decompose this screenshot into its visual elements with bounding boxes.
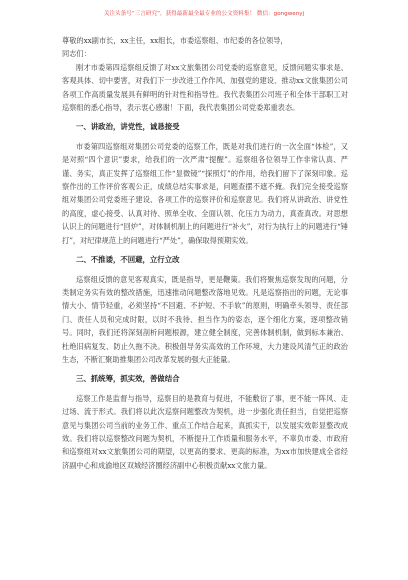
section-3-heading: 三、抓统筹，抓实效，善做结合 [76,374,180,384]
section-2-body: 巡察组反馈的意见客观真实，既是指导，更是鞭策。我们将聚焦巡察发现的问题，分类制定务实有效的整改措施，迅速推动问题整改落地见效。凡是巡察指出的问题，无论事情大小、情节轻重，必须坚持“不回避、不护短、不手软”的原则，明确牵头领导、责任部门、责任人员和完成时限，以时不我待、担当作为的姿态，逐个细化方案，逐项整改销号。同时，我们还将深刻剖析问题根源，建立健全制度，完善体制机制，做到标本兼治、杜绝旧病复发、防止久拖不决。积极倡导务实高效的工作环境，大力建设风清气正的政治生态，不断汇聚助推集团公司改革发展的强大正能量。 [62,274,348,364]
greeting-line-1: 尊敬的xx副市长，xx主任，xx组长，市委巡察组、市纪委的各位领导， [62,36,288,45]
section-2-heading: 二、不推诿，不回避，立行立改 [76,255,180,265]
document-body [62,34,348,472]
section-3-body: 巡察工作是监督与指导，巡察目的是教育与促进，不能敷衍了事，更不能一阵风、走过场、流于形式。我们将以此次巡察问题整改为契机，进一步强化责任担当，自觉把巡察意见与集团公司当前的业务工作、重点工作结合起来，真抓实干，以发展实效彰显整改成效。我们将以巡察整改问题为契机，不断提升工作质量和服务水平，不辜负市委、市政府和巡察组对xx文旅集团公司的期望，以更高的要求、更高的标准，为xx市加快建成全省经济副中心和成渝地区双城经济圈经济副中心积极贡献xx文旅力量。 [62,393,348,470]
section-1-body: 市委第四巡察组对集团公司党委的巡察工作，既是对我们进行的一次全面“体检”，又是对照“四个意识”要求，给我们的一次严肃“提醒”。巡察组各位领导工作非常认真、严谨、务实，真正发挥了巡察组工作“显微镜”“探照灯”的作用，给我们留下了深刻印象。巡察作出的工作评价客观公正，成绩总结实事求是，问题查摆不遮不掩。我们完全接受巡察组对集团公司党委班子建设、各项工作的巡察评价和巡察意见。我们将从讲政治、讲党性的高度，虚心接受、认真对待、照单全收、全面认领、化压力为动力，真查真改。对思想认识上的问题进行“回炉”，对体制机制上的问题进行“补火”，对行为执行上的问题进行“锤打”，对纪律规范上的问题进行“严处”，确保取得预期实效。 [62,141,348,245]
intro-paragraph: 刚才市委第四巡察组反馈了对xx文旅集团公司党委的巡察意见，反馈问题实事求是、客观具体、切中要害，对我们下一步改进工作作风、加强党的建设、推动xx文旅集团公司各项工作高质量发展具有鲜明的针对性和指导性。我代表集团公司班子和全体干部职工对巡察组的悉心指导，表示衷心感谢！下面，我代表集团公司党委郑重表态。 [62,62,348,113]
top-banner [0,0,408,24]
banner-notice: 关注头条号“三言研究”，获得最新最全最专业的公文资料集！ 微信：gongwenyj [103,11,305,17]
section-1-heading: 一、讲政治，讲党性，诚恳接受 [76,122,180,132]
greeting-line-2: 同志们： [62,49,91,59]
